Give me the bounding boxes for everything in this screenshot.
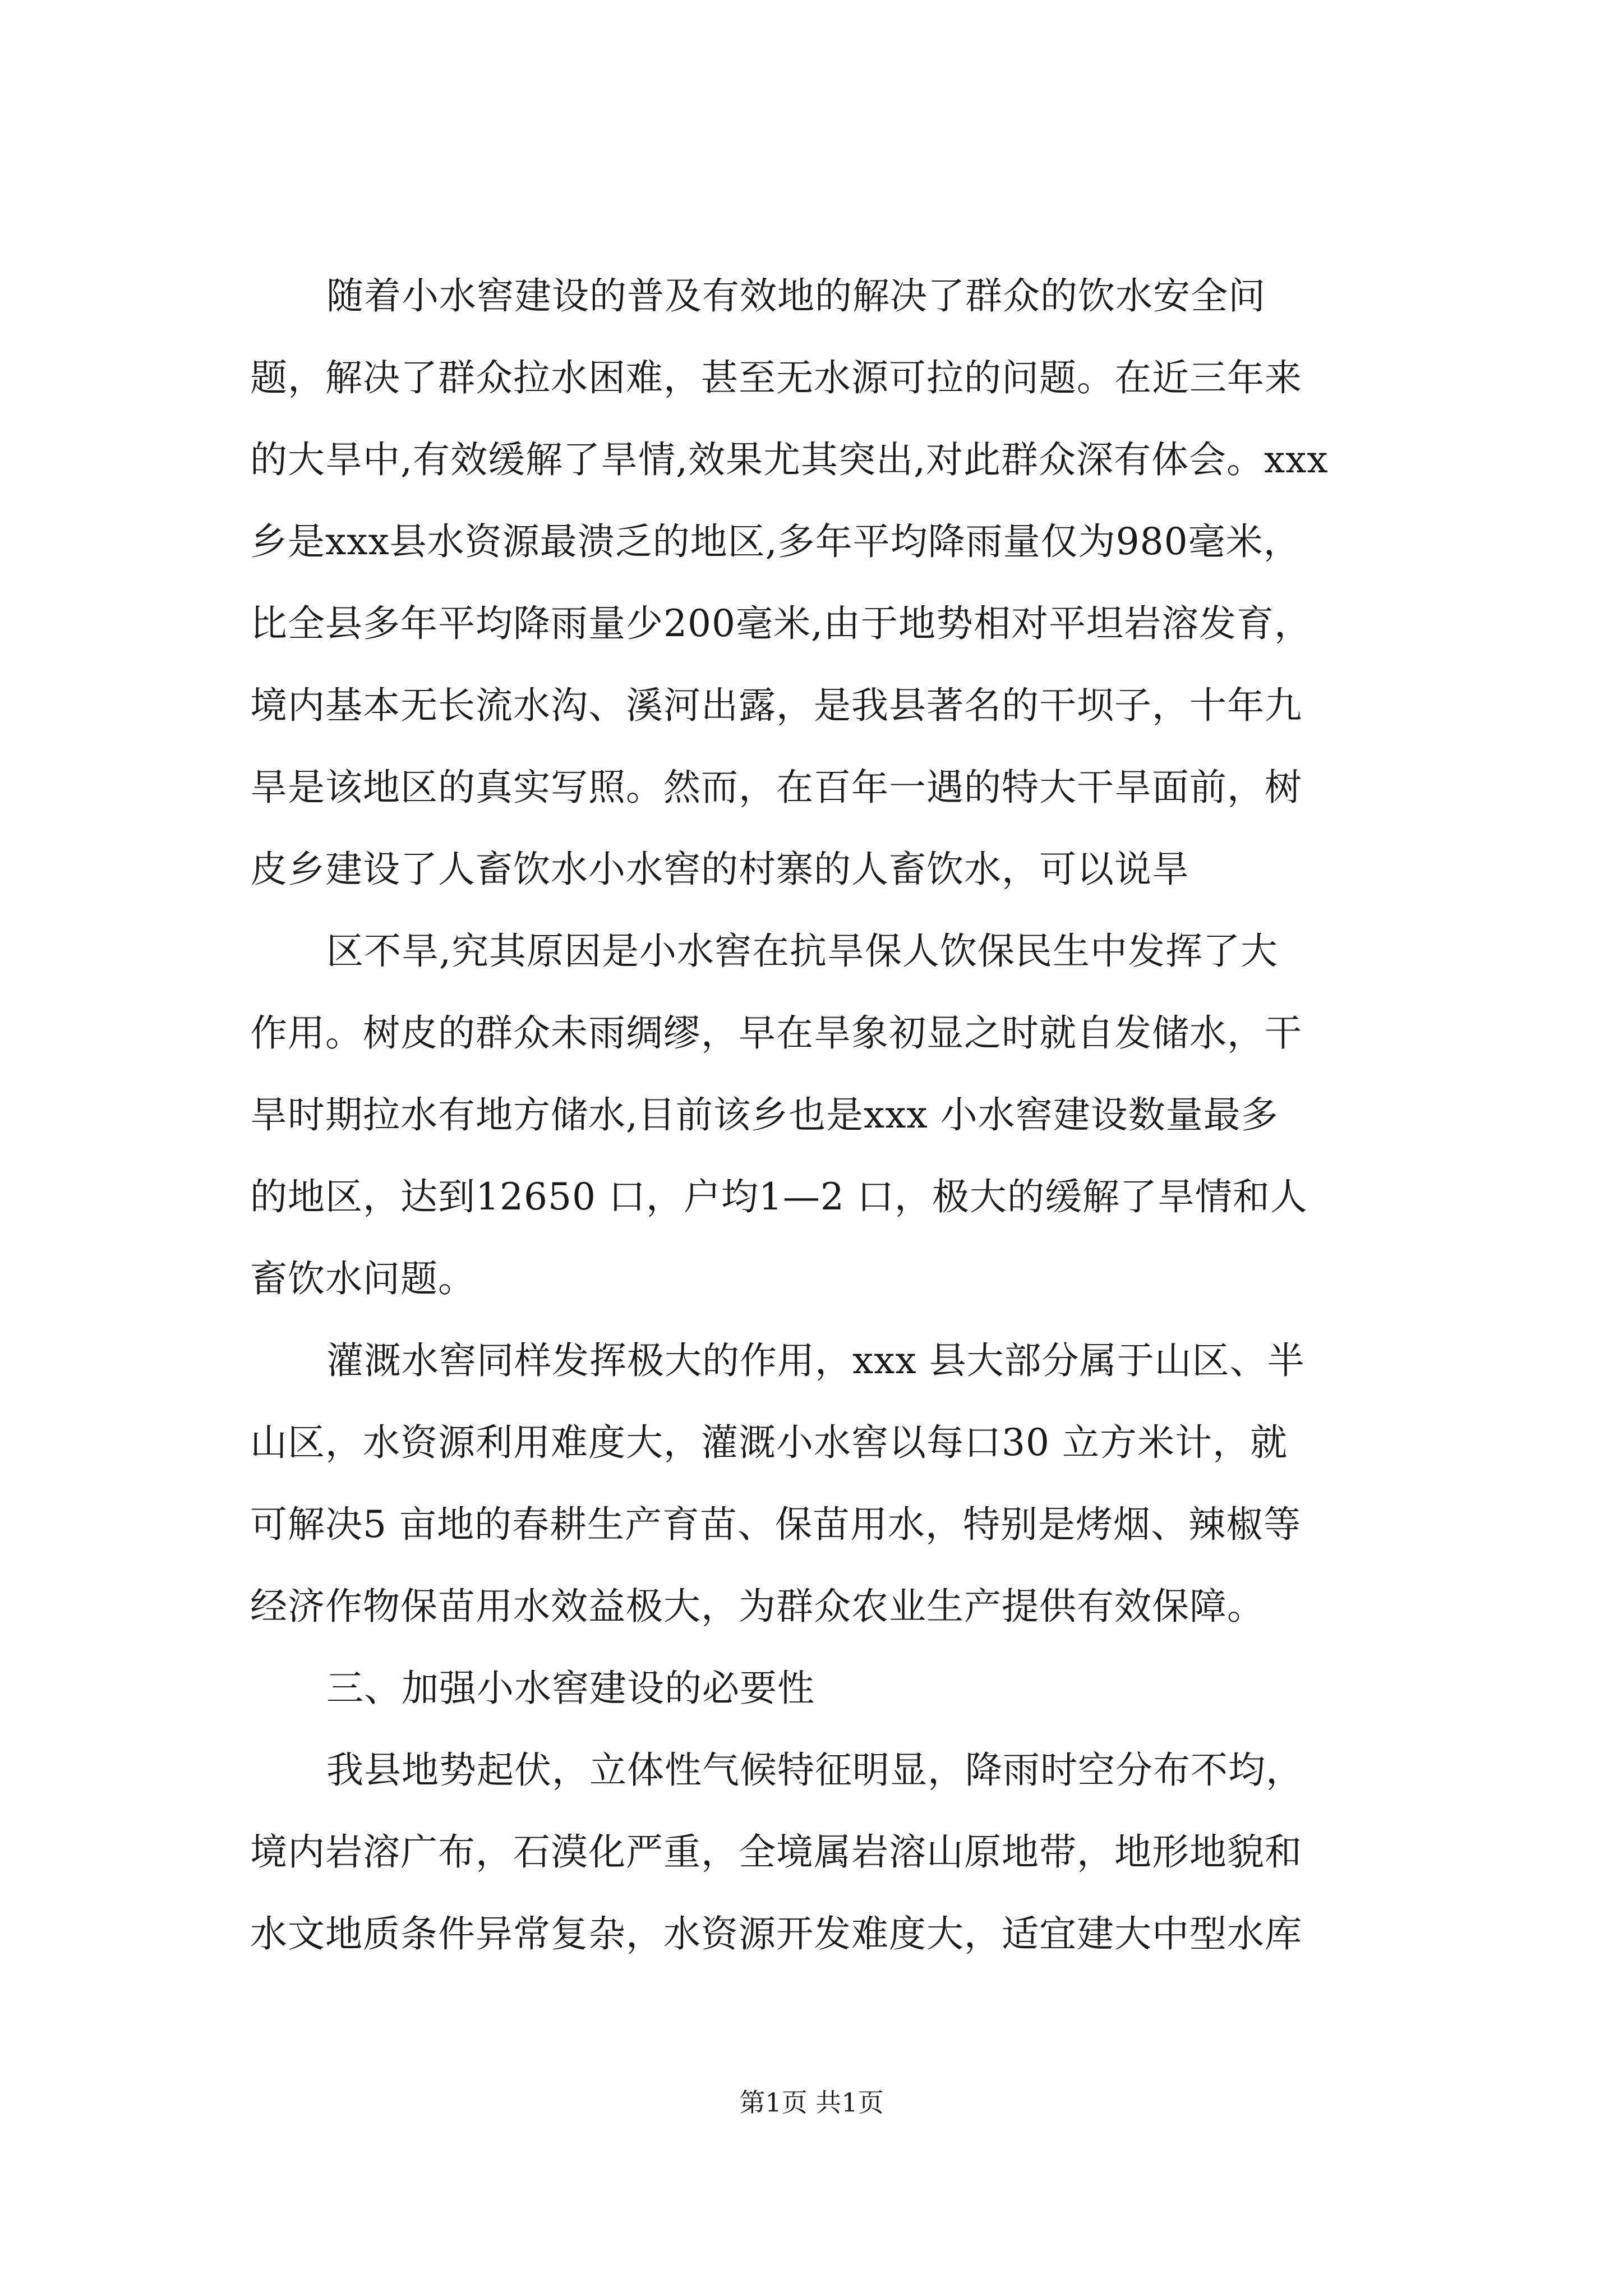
text-line: 题，解决了群众拉水困难，甚至无水源可拉的问题。在近三年来	[250, 356, 1302, 399]
text-line: 乡是xxx县水资源最溃乏的地区,多年平均降雨量仅为980毫米，	[250, 520, 1301, 563]
text-line: 境内基本无长流水沟、溪河出露，是我县著名的干坝子，十年九	[250, 684, 1302, 727]
text-line: 随着小水窖建设的普及有效地的解决了群众的饮水安全问	[326, 274, 1266, 318]
text-line: 畜饮水问题。	[250, 1257, 476, 1300]
document-body	[250, 255, 1427, 1975]
text-line: 的大旱中,有效缓解了旱情,效果尤其突出,对此群众深有体会。xxx	[250, 438, 1329, 481]
text-line: 区不旱,究其原因是小水窖在抗旱保人饮保民生中发挥了大	[326, 930, 1278, 973]
text-line: 灌溉水窖同样发挥极大的作用，xxx 县大部分属于山区、半	[326, 1339, 1305, 1382]
text-line: 皮乡建设了人畜饮水小水窖的村寨的人畜饮水，可以说旱	[250, 848, 1189, 891]
text-line: 比全县多年平均降雨量少200毫米,由于地势相对平坦岩溶发育，	[250, 602, 1312, 645]
text-line: 水文地质条件异常复杂，水资源开发难度大，适宜建大中型水库	[250, 1912, 1302, 1955]
text-line: 山区，水资源利用难度大，灌溉小水窖以每口30 立方米计，就	[250, 1421, 1288, 1464]
text-line: 旱是该地区的真实写照。然而，在百年一遇的特大干旱面前，树	[250, 766, 1302, 809]
text-line: 经济作物保苗用水效益极大，为群众农业生产提供有效保障。	[250, 1585, 1265, 1628]
text-line: 境内岩溶广布，石漠化严重，全境属岩溶山原地带，地形地貌和	[250, 1830, 1302, 1874]
page-footer	[0, 2086, 1623, 2119]
text-line: 可解决5 亩地的春耕生产育苗、保苗用水，特别是烤烟、辣椒等	[250, 1503, 1301, 1546]
text-line: 的地区，达到12650 口，户均1—2 口，极大的缓解了旱情和人	[250, 1175, 1308, 1218]
text-line: 作用。树皮的群众未雨绸缪，早在旱象初显之时就自发储水，干	[250, 1011, 1302, 1055]
section-heading: 三、加强小水窖建设的必要性	[326, 1667, 815, 1710]
page-number-label: 第1页 共1页	[739, 2087, 884, 2118]
text-line: 我县地势起伏，立体性气候特征明显，降雨时空分布不均，	[326, 1749, 1303, 1792]
text-line: 旱时期拉水有地方储水,目前该乡也是xxx 小水窖建设数量最多	[250, 1093, 1279, 1137]
